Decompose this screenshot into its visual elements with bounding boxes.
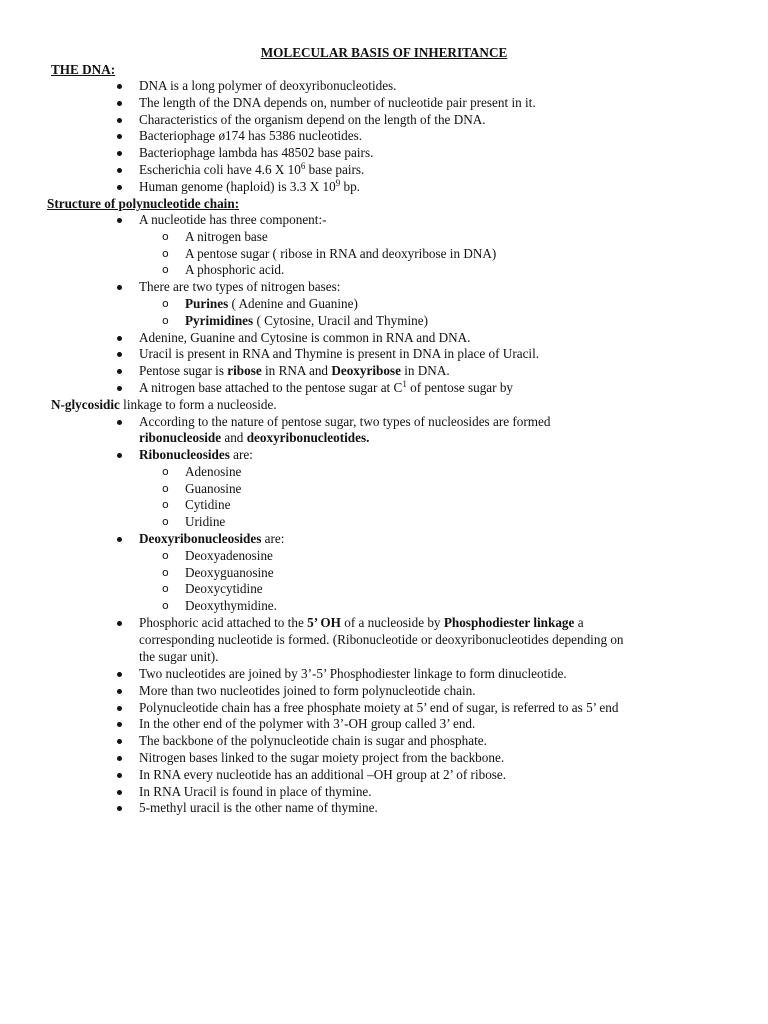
list-item-continuation bbox=[139, 430, 369, 447]
list-item-continuation: corresponding nucleotide is formed. (Ribonucleotide or deoxyribonucleotides depending on bbox=[139, 632, 624, 647]
bullet-icon bbox=[117, 101, 122, 106]
and-text: and bbox=[221, 430, 247, 445]
phosphoric-text: a bbox=[574, 615, 584, 630]
bullet-icon bbox=[117, 722, 122, 727]
list-item: Bacteriophage ø174 has 5386 nucleotides. bbox=[139, 128, 363, 143]
pyrimidines-detail: ( Cytosine, Uracil and Thymine) bbox=[253, 313, 428, 328]
page-title: MOLECULAR BASIS OF INHERITANCE bbox=[260, 45, 508, 60]
sub-list-item: A phosphoric acid. bbox=[185, 262, 285, 277]
list-item: Nitrogen bases linked to the sugar moiety project from the backbone. bbox=[139, 750, 505, 765]
circle-bullet-icon: o bbox=[162, 247, 169, 260]
circle-bullet-icon: o bbox=[162, 566, 169, 579]
circle-bullet-icon: o bbox=[162, 482, 169, 495]
phosphoric-text: Phosphoric acid attached to the bbox=[139, 615, 308, 630]
ribose-term: ribose bbox=[227, 363, 262, 378]
ribonucleoside-term: ribonucleoside bbox=[139, 430, 222, 445]
bullet-icon bbox=[117, 706, 122, 711]
sub-list-item: Guanosine bbox=[185, 481, 242, 496]
list-item: 5-methyl uracil is the other name of thymine. bbox=[139, 800, 378, 815]
list-item-human-genome bbox=[139, 179, 360, 196]
are-text: are: bbox=[229, 447, 253, 462]
list-item-pentose bbox=[139, 363, 450, 380]
list-item: According to the nature of pentose sugar, two types of nucleosides are formed bbox=[139, 414, 551, 429]
are-text: are: bbox=[261, 531, 285, 546]
list-item-ribonucleosides bbox=[139, 447, 253, 464]
list-item: Polynucleotide chain has a free phosphate moiety at 5’ end of sugar, is referred to as 5’ end bbox=[139, 700, 619, 715]
bullet-icon bbox=[117, 134, 122, 139]
attach-superscript: 1 bbox=[402, 379, 407, 389]
bullet-icon bbox=[117, 218, 122, 223]
circle-bullet-icon: o bbox=[162, 465, 169, 478]
list-item-ecoli bbox=[139, 162, 364, 179]
section-heading-structure bbox=[47, 195, 239, 212]
sub-list-item: Deoxythymidine. bbox=[185, 598, 277, 613]
list-item: In RNA Uracil is found in place of thymine. bbox=[139, 784, 372, 799]
human-suffix: bp. bbox=[340, 179, 360, 194]
section-heading-text: THE DNA bbox=[51, 62, 111, 77]
sub-list-item: A nitrogen base bbox=[185, 229, 268, 244]
human-exponent: 9 bbox=[335, 178, 341, 188]
bullet-icon bbox=[117, 773, 122, 778]
list-item: There are two types of nitrogen bases: bbox=[139, 279, 341, 294]
deoxyribose-term: Deoxyribose bbox=[331, 363, 401, 378]
heading-colon: : bbox=[110, 62, 116, 77]
five-oh-term: 5’ OH bbox=[307, 615, 341, 630]
list-item: In the other end of the polymer with 3’-OH group called 3’ end. bbox=[139, 716, 476, 731]
list-item: A nucleotide has three component:- bbox=[139, 212, 327, 227]
list-item-attach bbox=[139, 380, 513, 397]
circle-bullet-icon: o bbox=[162, 498, 169, 511]
sub-list-item: Deoxyadenosine bbox=[185, 548, 273, 563]
deoxyribonucleotides-term: deoxyribonucleotides. bbox=[246, 430, 370, 445]
bullet-icon bbox=[117, 336, 122, 341]
phosphoric-text: of a nucleoside by bbox=[340, 615, 444, 630]
bullet-icon bbox=[117, 739, 122, 744]
attach-text: A nitrogen base attached to the pentose sugar at C bbox=[139, 380, 403, 395]
bullet-icon bbox=[117, 672, 122, 677]
bullet-icon bbox=[117, 537, 122, 542]
heading-colon: : bbox=[234, 196, 240, 211]
bullet-icon bbox=[117, 806, 122, 811]
circle-bullet-icon: o bbox=[162, 515, 169, 528]
list-item-continuation: the sugar unit). bbox=[139, 649, 219, 664]
circle-bullet-icon: o bbox=[162, 263, 169, 276]
circle-bullet-icon: o bbox=[162, 582, 169, 595]
sub-list-item: Cytidine bbox=[185, 497, 231, 512]
bullet-icon bbox=[117, 285, 122, 290]
bullet-icon bbox=[117, 453, 122, 458]
ecoli-suffix: base pairs. bbox=[305, 162, 365, 177]
list-item: Adenine, Guanine and Cytosine is common in RNA and DNA. bbox=[139, 330, 471, 345]
glycosidic-line bbox=[51, 397, 277, 414]
list-item: Bacteriophage lambda has 48502 base pairs. bbox=[139, 145, 374, 160]
list-item-phosphoric bbox=[139, 615, 584, 632]
glycosidic-term: N-glycosidic bbox=[51, 397, 120, 412]
phosphodiester-term: Phosphodiester linkage bbox=[443, 615, 575, 630]
bullet-icon bbox=[117, 118, 122, 123]
bullet-icon bbox=[117, 168, 122, 173]
list-item: More than two nucleotides joined to form polynucleotide chain. bbox=[139, 683, 476, 698]
list-item: Two nucleotides are joined by 3’-5’ Phosphodiester linkage to form dinucleotide. bbox=[139, 666, 567, 681]
bullet-icon bbox=[117, 790, 122, 795]
deoxyribonucleosides-label: Deoxyribonucleosides bbox=[139, 531, 262, 546]
list-item-deoxyribonucleosides bbox=[139, 531, 284, 548]
list-item: The length of the DNA depends on, number of nucleotide pair present in it. bbox=[139, 95, 536, 110]
pentose-text: in DNA. bbox=[400, 363, 450, 378]
sub-list-item-pyrimidines bbox=[185, 313, 428, 330]
sub-list-item: A pentose sugar ( ribose in RNA and deoxyribose in DNA) bbox=[185, 246, 497, 261]
bullet-icon bbox=[117, 689, 122, 694]
bullet-icon bbox=[117, 420, 122, 425]
attach-text: of pentose sugar by bbox=[406, 380, 514, 395]
ribonucleosides-label: Ribonucleosides bbox=[139, 447, 230, 462]
list-item: The backbone of the polynucleotide chain is sugar and phosphate. bbox=[139, 733, 487, 748]
human-text: Human genome (haploid) is 3.3 X 10 bbox=[139, 179, 336, 194]
pentose-text: Pentose sugar is bbox=[139, 363, 228, 378]
bullet-icon bbox=[117, 386, 122, 391]
sub-list-item: Deoxyguanosine bbox=[185, 565, 274, 580]
bullet-icon bbox=[117, 185, 122, 190]
bullet-icon bbox=[117, 84, 122, 89]
bullet-icon bbox=[117, 352, 122, 357]
list-item: DNA is a long polymer of deoxyribonucleotides. bbox=[139, 78, 397, 93]
list-item: Characteristics of the organism depend on the length of the DNA. bbox=[139, 112, 486, 127]
circle-bullet-icon: o bbox=[162, 297, 169, 310]
circle-bullet-icon: o bbox=[162, 549, 169, 562]
pentose-text: in RNA and bbox=[261, 363, 332, 378]
circle-bullet-icon: o bbox=[162, 599, 169, 612]
purines-detail: ( Adenine and Guanine) bbox=[228, 296, 358, 311]
section-heading-dna bbox=[51, 61, 115, 78]
bullet-icon bbox=[117, 621, 122, 626]
sub-list-item-purines bbox=[185, 296, 358, 313]
bullet-icon bbox=[117, 756, 122, 761]
pyrimidines-label: Pyrimidines bbox=[185, 313, 254, 328]
bullet-icon bbox=[117, 151, 122, 156]
bullet-icon bbox=[117, 369, 122, 374]
list-item: Uracil is present in RNA and Thymine is present in DNA in place of Uracil. bbox=[139, 346, 540, 361]
ecoli-text: Escherichia coli have 4.6 X 10 bbox=[139, 162, 301, 177]
section-heading-text: Structure of polynucleotide chain bbox=[47, 196, 235, 211]
glycosidic-text: linkage to form a nucleoside. bbox=[119, 397, 277, 412]
circle-bullet-icon: o bbox=[162, 314, 169, 327]
sub-list-item: Adenosine bbox=[185, 464, 242, 479]
purines-label: Purines bbox=[185, 296, 229, 311]
sub-list-item: Deoxycytidine bbox=[185, 581, 263, 596]
circle-bullet-icon: o bbox=[162, 230, 169, 243]
sub-list-item: Uridine bbox=[185, 514, 226, 529]
ecoli-exponent: 6 bbox=[300, 161, 306, 171]
list-item: In RNA every nucleotide has an additional –OH group at 2’ of ribose. bbox=[139, 767, 507, 782]
